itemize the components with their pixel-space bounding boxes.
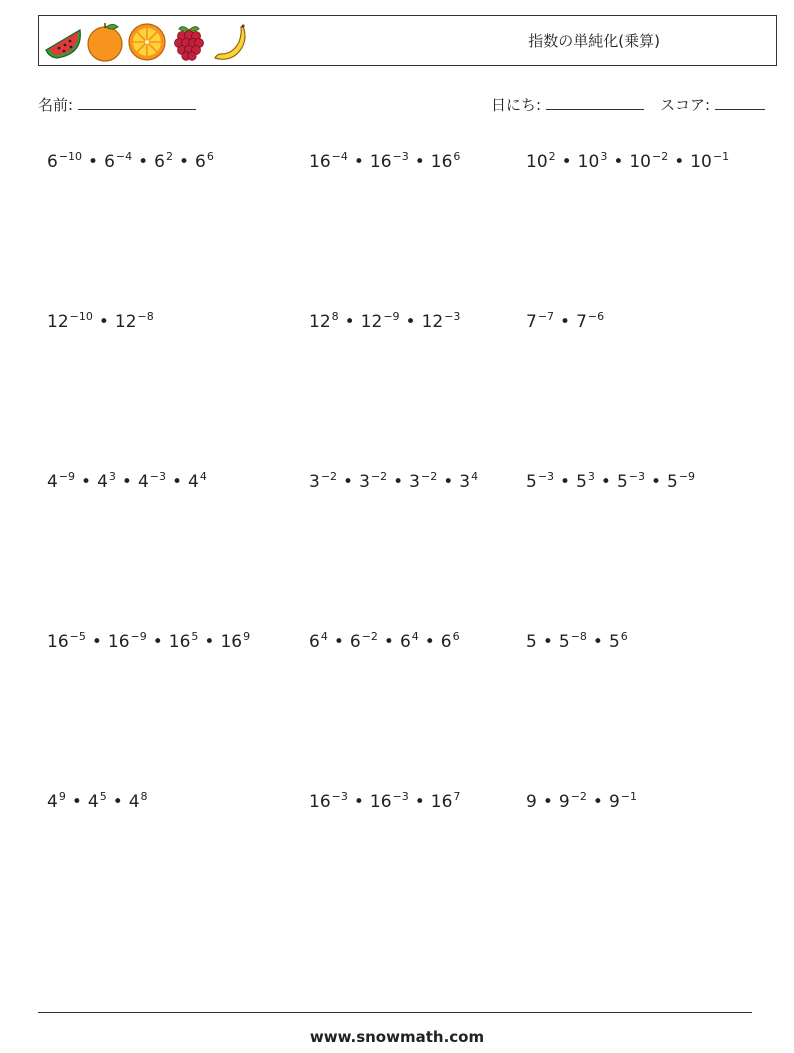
exponent: 6 bbox=[452, 630, 460, 643]
multiply-dot: • bbox=[383, 632, 394, 652]
exponent: −1 bbox=[620, 790, 637, 803]
multiply-dot: • bbox=[613, 152, 624, 172]
base: 5 bbox=[608, 632, 620, 652]
base: 16 bbox=[309, 152, 331, 172]
power-term bbox=[370, 792, 409, 812]
problem-13 bbox=[47, 792, 148, 814]
multiply-dot: • bbox=[414, 152, 425, 172]
power-term bbox=[370, 152, 409, 172]
exponent: 8 bbox=[331, 310, 339, 323]
exponent: −3 bbox=[537, 470, 555, 483]
base: 16 bbox=[107, 632, 130, 652]
problem-3 bbox=[526, 152, 729, 174]
power-term bbox=[609, 632, 628, 652]
problem-12 bbox=[526, 632, 628, 654]
date-field bbox=[491, 94, 644, 115]
base: 4 bbox=[188, 472, 199, 492]
base: 4 bbox=[128, 792, 140, 812]
watermelon-icon bbox=[43, 20, 83, 64]
base: 5 bbox=[558, 632, 570, 652]
base: 10 bbox=[577, 152, 600, 172]
multiply-dot: • bbox=[98, 312, 109, 332]
power-term bbox=[526, 792, 537, 812]
multiply-dot: • bbox=[560, 312, 571, 332]
base: 5 bbox=[526, 472, 537, 492]
base: 6 bbox=[349, 632, 361, 652]
worksheet-title: 指数の単純化(乗算) bbox=[528, 32, 660, 50]
base: 6 bbox=[195, 152, 206, 172]
base: 3 bbox=[459, 472, 471, 492]
base: 7 bbox=[526, 312, 537, 332]
power-term bbox=[309, 312, 339, 332]
power-term bbox=[526, 632, 537, 652]
exponent: 3 bbox=[600, 150, 608, 163]
exponent: −9 bbox=[58, 470, 76, 483]
exponent: 9 bbox=[58, 790, 66, 803]
power-term bbox=[220, 632, 250, 652]
power-term bbox=[629, 152, 668, 172]
problem-10 bbox=[47, 632, 250, 654]
multiply-dot: • bbox=[152, 632, 163, 652]
exponent: 2 bbox=[548, 150, 556, 163]
base: 4 bbox=[137, 472, 149, 492]
multiply-dot: • bbox=[88, 152, 99, 172]
exponent: 5 bbox=[191, 630, 199, 643]
power-term bbox=[609, 792, 637, 812]
multiply-dot: • bbox=[600, 472, 611, 492]
score-blank[interactable] bbox=[715, 95, 765, 110]
base: 12 bbox=[114, 312, 137, 332]
multiply-dot: • bbox=[542, 792, 553, 812]
power-term bbox=[169, 632, 199, 652]
exponent: 2 bbox=[165, 150, 173, 163]
power-term bbox=[617, 472, 645, 492]
fruit-icons bbox=[43, 20, 251, 64]
exponent: −2 bbox=[420, 470, 438, 483]
exponent: 6 bbox=[206, 150, 214, 163]
base: 6 bbox=[399, 632, 411, 652]
power-term bbox=[47, 632, 86, 652]
problem-15 bbox=[526, 792, 637, 814]
problem-2 bbox=[309, 152, 460, 174]
multiply-dot: • bbox=[343, 472, 354, 492]
multiply-dot: • bbox=[121, 472, 132, 492]
base: 16 bbox=[168, 632, 191, 652]
power-term bbox=[400, 632, 419, 652]
power-term bbox=[526, 312, 554, 332]
exponent: 6 bbox=[620, 630, 628, 643]
base: 16 bbox=[430, 152, 453, 172]
power-term bbox=[47, 312, 93, 332]
power-term bbox=[441, 632, 460, 652]
power-term bbox=[138, 472, 166, 492]
exponent: −3 bbox=[392, 150, 409, 163]
base: 4 bbox=[47, 472, 58, 492]
base: 6 bbox=[104, 152, 115, 172]
multiply-dot: • bbox=[71, 792, 82, 812]
power-term bbox=[309, 472, 337, 492]
exponent: −2 bbox=[361, 630, 378, 643]
power-term bbox=[47, 792, 66, 812]
power-term bbox=[459, 472, 478, 492]
exponent: −5 bbox=[69, 630, 86, 643]
exponent: −9 bbox=[678, 470, 696, 483]
problem-6 bbox=[526, 312, 604, 334]
multiply-dot: • bbox=[592, 632, 603, 652]
base: 5 bbox=[526, 632, 537, 652]
power-term bbox=[526, 472, 554, 492]
exponent: −9 bbox=[130, 630, 147, 643]
exponent: −4 bbox=[115, 150, 133, 163]
problem-8 bbox=[309, 472, 478, 494]
base: 10 bbox=[629, 152, 651, 172]
base: 5 bbox=[667, 472, 678, 492]
exponent: 4 bbox=[199, 470, 207, 483]
base: 4 bbox=[47, 792, 58, 812]
power-term bbox=[667, 472, 695, 492]
power-term bbox=[576, 312, 604, 332]
base: 3 bbox=[359, 472, 370, 492]
footer-url: www.snowmath.com bbox=[309, 1028, 485, 1046]
base: 9 bbox=[608, 792, 620, 812]
problem-7 bbox=[47, 472, 207, 494]
exponent: −10 bbox=[58, 150, 83, 163]
power-term bbox=[129, 792, 148, 812]
power-term bbox=[108, 632, 147, 652]
power-term bbox=[115, 312, 154, 332]
exponent: −2 bbox=[370, 470, 388, 483]
name-field bbox=[38, 94, 196, 115]
multiply-dot: • bbox=[333, 632, 344, 652]
exponent: −3 bbox=[392, 790, 409, 803]
date-blank[interactable] bbox=[546, 95, 644, 110]
footer-divider bbox=[38, 1012, 752, 1013]
exponent: 5 bbox=[99, 790, 107, 803]
power-term bbox=[47, 152, 82, 172]
multiply-dot: • bbox=[138, 152, 149, 172]
exponent: −3 bbox=[628, 470, 645, 483]
problem-4 bbox=[47, 312, 154, 334]
base: 3 bbox=[409, 472, 420, 492]
score-field bbox=[660, 94, 765, 115]
power-term bbox=[359, 472, 387, 492]
base: 9 bbox=[526, 792, 537, 812]
orange-icon bbox=[85, 20, 125, 64]
multiply-dot: • bbox=[171, 472, 183, 492]
exponent: 4 bbox=[320, 630, 328, 643]
exponent: −3 bbox=[444, 310, 461, 323]
multiply-dot: • bbox=[178, 152, 190, 172]
power-term bbox=[559, 632, 587, 652]
power-term bbox=[526, 152, 556, 172]
score-label: スコア: bbox=[660, 96, 711, 114]
multiply-dot: • bbox=[91, 632, 102, 652]
problem-14 bbox=[309, 792, 460, 814]
exponent: −9 bbox=[383, 310, 400, 323]
base: 12 bbox=[47, 312, 69, 332]
base: 10 bbox=[690, 152, 712, 172]
power-term bbox=[88, 792, 107, 812]
base: 12 bbox=[360, 312, 383, 332]
problem-11 bbox=[309, 632, 460, 654]
base: 16 bbox=[430, 792, 453, 812]
power-term bbox=[309, 792, 348, 812]
base: 6 bbox=[47, 152, 58, 172]
exponent: 4 bbox=[471, 470, 479, 483]
power-term bbox=[409, 472, 437, 492]
multiply-dot: • bbox=[561, 152, 572, 172]
power-term bbox=[576, 472, 595, 492]
multiply-dot: • bbox=[204, 632, 215, 652]
banana-icon bbox=[211, 20, 251, 64]
base: 12 bbox=[309, 312, 331, 332]
base: 6 bbox=[309, 632, 320, 652]
multiply-dot: • bbox=[112, 792, 123, 812]
multiply-dot: • bbox=[674, 152, 685, 172]
base: 5 bbox=[616, 472, 628, 492]
problem-9 bbox=[526, 472, 695, 494]
exponent: 3 bbox=[108, 470, 116, 483]
exponent: −2 bbox=[651, 150, 669, 163]
base: 16 bbox=[47, 632, 69, 652]
multiply-dot: • bbox=[353, 152, 364, 172]
base: 6 bbox=[440, 632, 452, 652]
exponent: 7 bbox=[453, 790, 461, 803]
exponent: −8 bbox=[137, 310, 154, 323]
multiply-dot: • bbox=[344, 312, 355, 332]
multiply-dot: • bbox=[592, 792, 603, 812]
power-term bbox=[431, 792, 461, 812]
date-label: 日にち: bbox=[491, 96, 542, 114]
power-term bbox=[154, 152, 173, 172]
base: 5 bbox=[576, 472, 587, 492]
power-term bbox=[559, 792, 587, 812]
power-term bbox=[97, 472, 116, 492]
exponent: −2 bbox=[570, 790, 587, 803]
exponent: 9 bbox=[243, 630, 251, 643]
base: 16 bbox=[369, 792, 392, 812]
problem-1 bbox=[47, 152, 214, 174]
multiply-dot: • bbox=[405, 312, 416, 332]
exponent: −10 bbox=[69, 310, 93, 323]
exponent: 4 bbox=[411, 630, 419, 643]
exponent: 3 bbox=[587, 470, 595, 483]
base: 4 bbox=[97, 472, 108, 492]
multiply-dot: • bbox=[393, 472, 404, 492]
power-term bbox=[309, 152, 348, 172]
power-term bbox=[690, 152, 729, 172]
multiply-dot: • bbox=[353, 792, 364, 812]
power-term bbox=[431, 152, 461, 172]
power-term bbox=[47, 472, 75, 492]
base: 16 bbox=[220, 632, 243, 652]
name-blank[interactable] bbox=[78, 95, 196, 110]
power-term bbox=[578, 152, 608, 172]
base: 4 bbox=[87, 792, 99, 812]
exponent: −7 bbox=[537, 310, 555, 323]
exponent: −6 bbox=[587, 310, 605, 323]
power-term bbox=[422, 312, 461, 332]
multiply-dot: • bbox=[542, 632, 553, 652]
base: 16 bbox=[309, 792, 331, 812]
multiply-dot: • bbox=[650, 472, 662, 492]
problem-5 bbox=[309, 312, 460, 334]
base: 9 bbox=[558, 792, 570, 812]
power-term bbox=[104, 152, 132, 172]
base: 3 bbox=[309, 472, 320, 492]
power-term bbox=[188, 472, 207, 492]
base: 16 bbox=[369, 152, 392, 172]
name-label: 名前: bbox=[38, 96, 74, 114]
exponent: −3 bbox=[331, 790, 348, 803]
power-term bbox=[195, 152, 214, 172]
base: 7 bbox=[576, 312, 587, 332]
multiply-dot: • bbox=[560, 472, 571, 492]
exponent: −1 bbox=[712, 150, 730, 163]
exponent: 6 bbox=[453, 150, 461, 163]
base: 6 bbox=[154, 152, 165, 172]
raspberry-icon bbox=[169, 20, 209, 64]
power-term bbox=[361, 312, 400, 332]
exponent: −4 bbox=[331, 150, 348, 163]
exponent: −3 bbox=[149, 470, 166, 483]
orange-slice-icon bbox=[127, 20, 167, 64]
worksheet-header bbox=[38, 15, 777, 66]
exponent: −2 bbox=[320, 470, 338, 483]
multiply-dot: • bbox=[81, 472, 92, 492]
power-term bbox=[350, 632, 378, 652]
multiply-dot: • bbox=[443, 472, 454, 492]
exponent: −8 bbox=[570, 630, 587, 643]
base: 12 bbox=[421, 312, 444, 332]
base: 10 bbox=[526, 152, 548, 172]
power-term bbox=[309, 632, 328, 652]
exponent: 8 bbox=[140, 790, 148, 803]
multiply-dot: • bbox=[424, 632, 435, 652]
multiply-dot: • bbox=[414, 792, 425, 812]
